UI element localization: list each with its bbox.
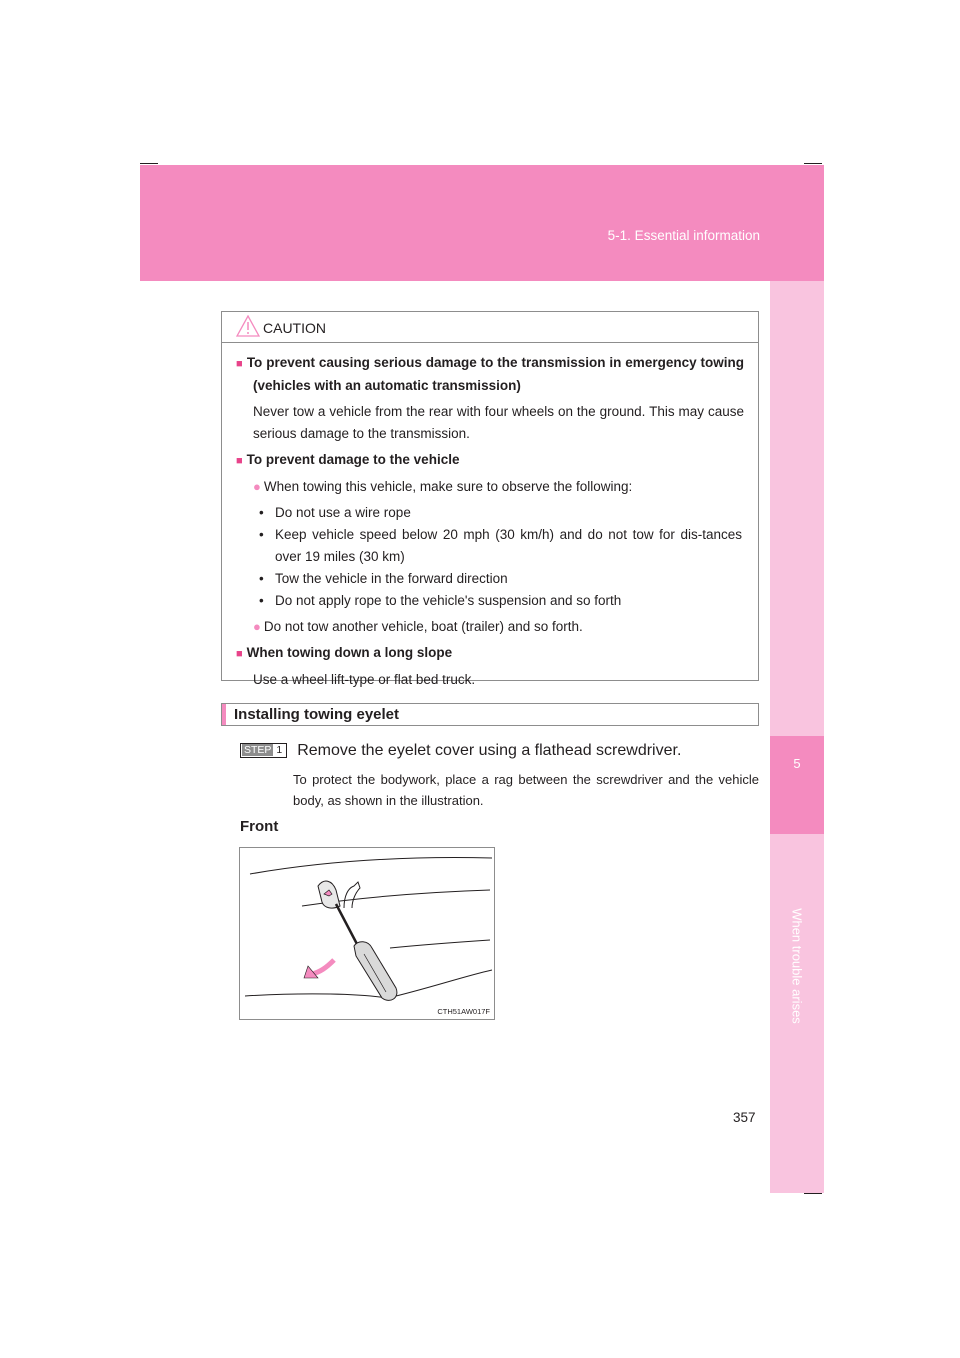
list-item: • Do not use a wire rope bbox=[259, 505, 411, 520]
caution-header bbox=[222, 312, 758, 343]
square-bullet-icon: ■ bbox=[236, 648, 243, 660]
caution-heading-slope: ■ When towing down a long slope bbox=[236, 645, 453, 660]
crop-mark bbox=[804, 163, 822, 164]
section-heading bbox=[221, 703, 759, 726]
section-heading-title: Installing towing eyelet bbox=[234, 706, 400, 723]
square-bullet-icon: ■ bbox=[236, 455, 243, 467]
caution-item-no-tow: ● Do not tow another vehicle, boat (trailer) and so forth. bbox=[253, 619, 583, 634]
caution-item-towing: ● When towing this vehicle, make sure to observe the following: bbox=[253, 479, 633, 494]
subheading-front: Front bbox=[240, 818, 279, 835]
illustration-screwdriver bbox=[239, 847, 495, 1020]
caution-box bbox=[221, 311, 759, 687]
page-number: 357 bbox=[733, 1110, 756, 1125]
list-item: • Do not apply rope to the vehicle's suspension and so forth bbox=[259, 593, 622, 608]
section-title: 5-1. Essential information bbox=[607, 228, 760, 243]
warning-triangle-icon bbox=[236, 315, 260, 337]
chapter-number: 5 bbox=[770, 736, 824, 834]
list-item: • Keep vehicle speed below 20 mph (30 km/h) and do not tow for dis-tances over 19 miles (30 km) bbox=[259, 527, 742, 564]
caution-title: CAUTION bbox=[263, 320, 326, 336]
caution-heading-vehicle: ■ To prevent damage to the vehicle bbox=[236, 452, 460, 467]
step-text: Remove the eyelet cover using a flathead screwdriver. bbox=[297, 742, 682, 759]
step-1 bbox=[240, 742, 681, 760]
chapter-side-tab bbox=[770, 281, 824, 1193]
caution-heading-transmission: ■ To prevent causing serious damage to the transmission in emergency towing (vehicles with an automatic transmission) bbox=[236, 355, 744, 393]
circle-bullet-icon: ● bbox=[253, 619, 261, 634]
header-band bbox=[140, 165, 824, 281]
crop-mark bbox=[140, 163, 158, 164]
step-badge: STEP 1 bbox=[240, 743, 287, 758]
caution-text-transmission: Never tow a vehicle from the rear with four wheels on the ground. This may cause serious damage to the transmission. bbox=[253, 404, 744, 441]
crop-mark bbox=[804, 1193, 822, 1194]
square-bullet-icon: ■ bbox=[236, 358, 243, 370]
circle-bullet-icon: ● bbox=[253, 479, 261, 494]
screwdriver-illustration bbox=[240, 848, 494, 1019]
step-note: To protect the bodywork, place a rag between the screwdriver and the vehicle body, as shown in the illustration. bbox=[293, 772, 759, 808]
caution-bullet-list bbox=[236, 502, 744, 612]
section-accent-bar bbox=[222, 704, 226, 725]
caution-text-slope: Use a wheel lift-type or flat bed truck. bbox=[253, 672, 476, 687]
list-item: • Tow the vehicle in the forward direction bbox=[259, 571, 508, 586]
figure-code: CTH51AW017F bbox=[437, 1007, 490, 1016]
chapter-label: When trouble arises bbox=[789, 908, 805, 1024]
